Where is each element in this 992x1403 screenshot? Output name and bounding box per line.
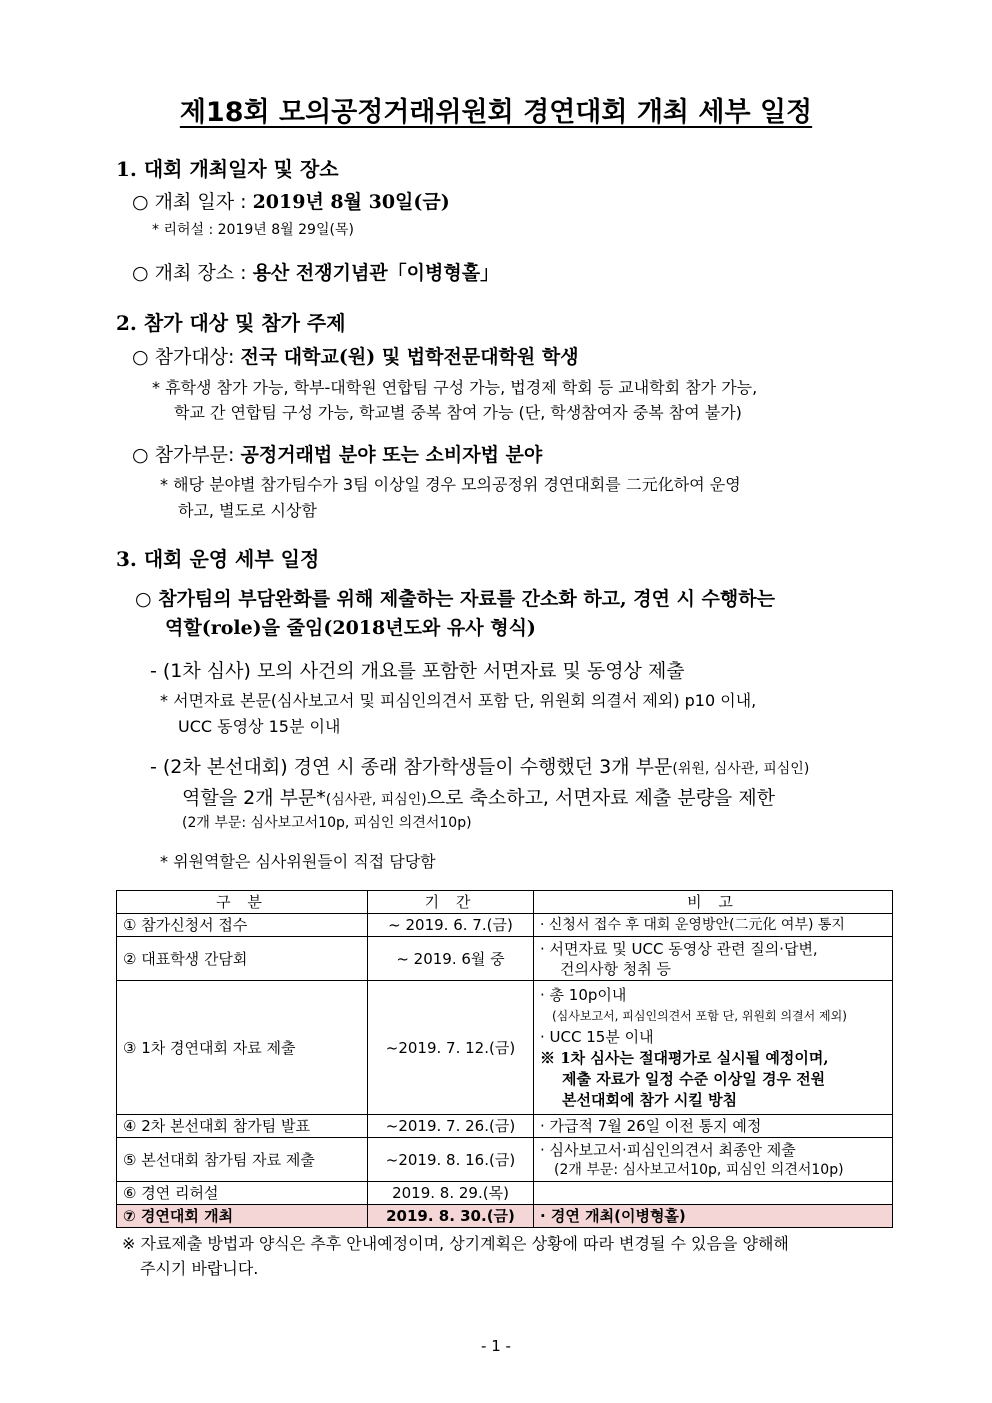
schedule-note bbox=[534, 937, 893, 981]
schedule-note: · 경연 개최(이병형홀) bbox=[534, 1205, 893, 1228]
schedule-item: ⑦ 경연대회 개최 bbox=[117, 1205, 368, 1228]
schedule-period: 2019. 8. 29.(목) bbox=[368, 1182, 534, 1205]
table-header-row bbox=[117, 891, 893, 914]
schedule-item: ⑥ 경연 리허설 bbox=[117, 1182, 368, 1205]
field-note-2: 하고, 별도로 시상함 bbox=[178, 501, 317, 520]
schedule-note bbox=[534, 1182, 893, 1205]
schedule-period: ~2019. 7. 26.(금) bbox=[368, 1115, 534, 1138]
target-line: ○ 참가대상: 전국 대학교(원) 및 법학전문대학원 학생 bbox=[132, 346, 579, 368]
schedule-item: ② 대표학생 간담회 bbox=[117, 937, 368, 981]
schedule-note-line: 본선대회에 참가 시킬 방침 bbox=[562, 1090, 738, 1109]
table-row bbox=[117, 1115, 893, 1138]
table-row bbox=[117, 937, 893, 981]
schedule-period: 2019. 8. 30.(금) bbox=[368, 1205, 534, 1228]
schedule-note: · 신청서 접수 후 대회 운영방안(二元化 여부) 통지 bbox=[534, 914, 893, 937]
section-3-heading: 3. 대회 운영 세부 일정 bbox=[116, 547, 320, 571]
table-header: 구 분 bbox=[117, 891, 368, 914]
schedule-note: · 가급적 7월 26일 이전 통지 예정 bbox=[534, 1115, 893, 1138]
schedule-period: ~ 2019. 6. 7.(금) bbox=[368, 914, 534, 937]
second-round-line-2: 역할을 2개 부문*(심사관, 피심인)으로 축소하고, 서면자료 제출 분량을 제한 bbox=[182, 787, 776, 809]
committee-role-note: * 위원역할은 심사위원들이 직접 담당함 bbox=[160, 852, 436, 871]
schedule-item: ③ 1차 경연대회 자료 제출 bbox=[117, 981, 368, 1115]
schedule-table bbox=[116, 890, 893, 1228]
table-row bbox=[117, 981, 893, 1115]
schedule-note-line: · 총 10p이내 bbox=[540, 985, 627, 1004]
section-2-heading: 2. 참가 대상 및 참가 주제 bbox=[116, 311, 346, 335]
schedule-note-line: · 서면자료 및 UCC 동영상 관련 질의·답변, bbox=[540, 939, 818, 958]
table-row bbox=[117, 1138, 893, 1182]
schedule-note-line: ※ 1차 심사는 절대평가로 실시될 예정이며, bbox=[540, 1048, 829, 1067]
second-round-line-1: - (2차 본선대회) 경연 시 종래 참가학생들이 수행했던 3개 부문(위원, 심사관, 피심인) bbox=[150, 756, 810, 778]
date-line: ○ 개최 일자 : 2019년 8월 30일(금) bbox=[132, 191, 450, 213]
first-round-note-2: UCC 동영상 15분 이내 bbox=[178, 717, 341, 736]
schedule-note bbox=[534, 981, 893, 1115]
first-round-note-1: * 서면자료 본문(심사보고서 및 피심인의견서 포함 단, 위원회 의결서 제외) p10 이내, bbox=[160, 691, 757, 710]
rehearsal-note: * 리허설 : 2019년 8월 29일(목) bbox=[152, 222, 354, 238]
target-note-1: * 휴학생 참가 가능, 학부-대학원 연합팀 구성 가능, 법경제 학회 등 교내학회 참가 가능, bbox=[152, 378, 758, 397]
schedule-note bbox=[534, 1138, 893, 1182]
schedule-period: ~ 2019. 6월 중 bbox=[368, 937, 534, 981]
schedule-note-line: 제출 자료가 일정 수준 이상일 경우 전원 bbox=[562, 1069, 826, 1088]
schedule-note-line: · UCC 15분 이내 bbox=[540, 1027, 654, 1046]
section-3-intro-2: 역할(role)을 줄임(2018년도와 유사 형식) bbox=[165, 617, 536, 639]
page-number: - 1 - bbox=[481, 1337, 511, 1355]
section-3-intro-1: ○ 참가팀의 부담완화를 위해 제출하는 자료를 간소화 하고, 경연 시 수행하는 bbox=[135, 588, 775, 610]
first-round-item: - (1차 심사) 모의 사건의 개요를 포함한 서면자료 및 동영상 제출 bbox=[150, 660, 685, 682]
schedule-note-line: (심사보고서, 피심인의견서 포함 단, 위원회 의결서 제외) bbox=[552, 1008, 847, 1023]
second-round-note: (2개 부문: 심사보고서10p, 피심인 의견서10p) bbox=[182, 815, 472, 831]
table-header: 비 고 bbox=[534, 891, 893, 914]
schedule-note-line: 건의사항 청취 등 bbox=[560, 959, 671, 978]
schedule-period: ~2019. 8. 16.(금) bbox=[368, 1138, 534, 1182]
page-title: 제18회 모의공정거래위원회 경연대회 개최 세부 일정 bbox=[179, 97, 813, 128]
schedule-period: ~2019. 7. 12.(금) bbox=[368, 981, 534, 1115]
table-row-highlight bbox=[117, 1205, 893, 1228]
footnote-line-1: ※ 자료제출 방법과 양식은 추후 안내예정이며, 상기계획은 상황에 따라 변경될 수 있음을 양해해 bbox=[122, 1234, 789, 1253]
section-1-heading: 1. 대회 개최일자 및 장소 bbox=[116, 157, 339, 181]
table-header: 기 간 bbox=[368, 891, 534, 914]
schedule-note-line: · 심사보고서·피심인의견서 최종안 제출 bbox=[540, 1140, 796, 1159]
table-row bbox=[117, 914, 893, 937]
target-note-2: 학교 간 연합팀 구성 가능, 학교별 중복 참여 가능 (단, 학생참여자 중복 참여 불가) bbox=[174, 403, 742, 422]
schedule-item: ⑤ 본선대회 참가팀 자료 제출 bbox=[117, 1138, 368, 1182]
field-note-1: * 해당 분야별 참가팀수가 3팀 이상일 경우 모의공정위 경연대회를 二元化하여 운영 bbox=[160, 475, 741, 494]
table-row bbox=[117, 1182, 893, 1205]
schedule-item: ④ 2차 본선대회 참가팀 발표 bbox=[117, 1115, 368, 1138]
schedule-note-line: (2개 부문: 심사보고서10p, 피심인 의견서10p) bbox=[554, 1161, 844, 1178]
field-line: ○ 참가부문: 공정거래법 분야 또는 소비자법 분야 bbox=[132, 444, 543, 466]
schedule-item: ① 참가신청서 접수 bbox=[117, 914, 368, 937]
footnote-line-2: 주시기 바랍니다. bbox=[140, 1259, 259, 1278]
place-line: ○ 개최 장소 : 용산 전쟁기념관「이병형홀」 bbox=[132, 262, 500, 284]
